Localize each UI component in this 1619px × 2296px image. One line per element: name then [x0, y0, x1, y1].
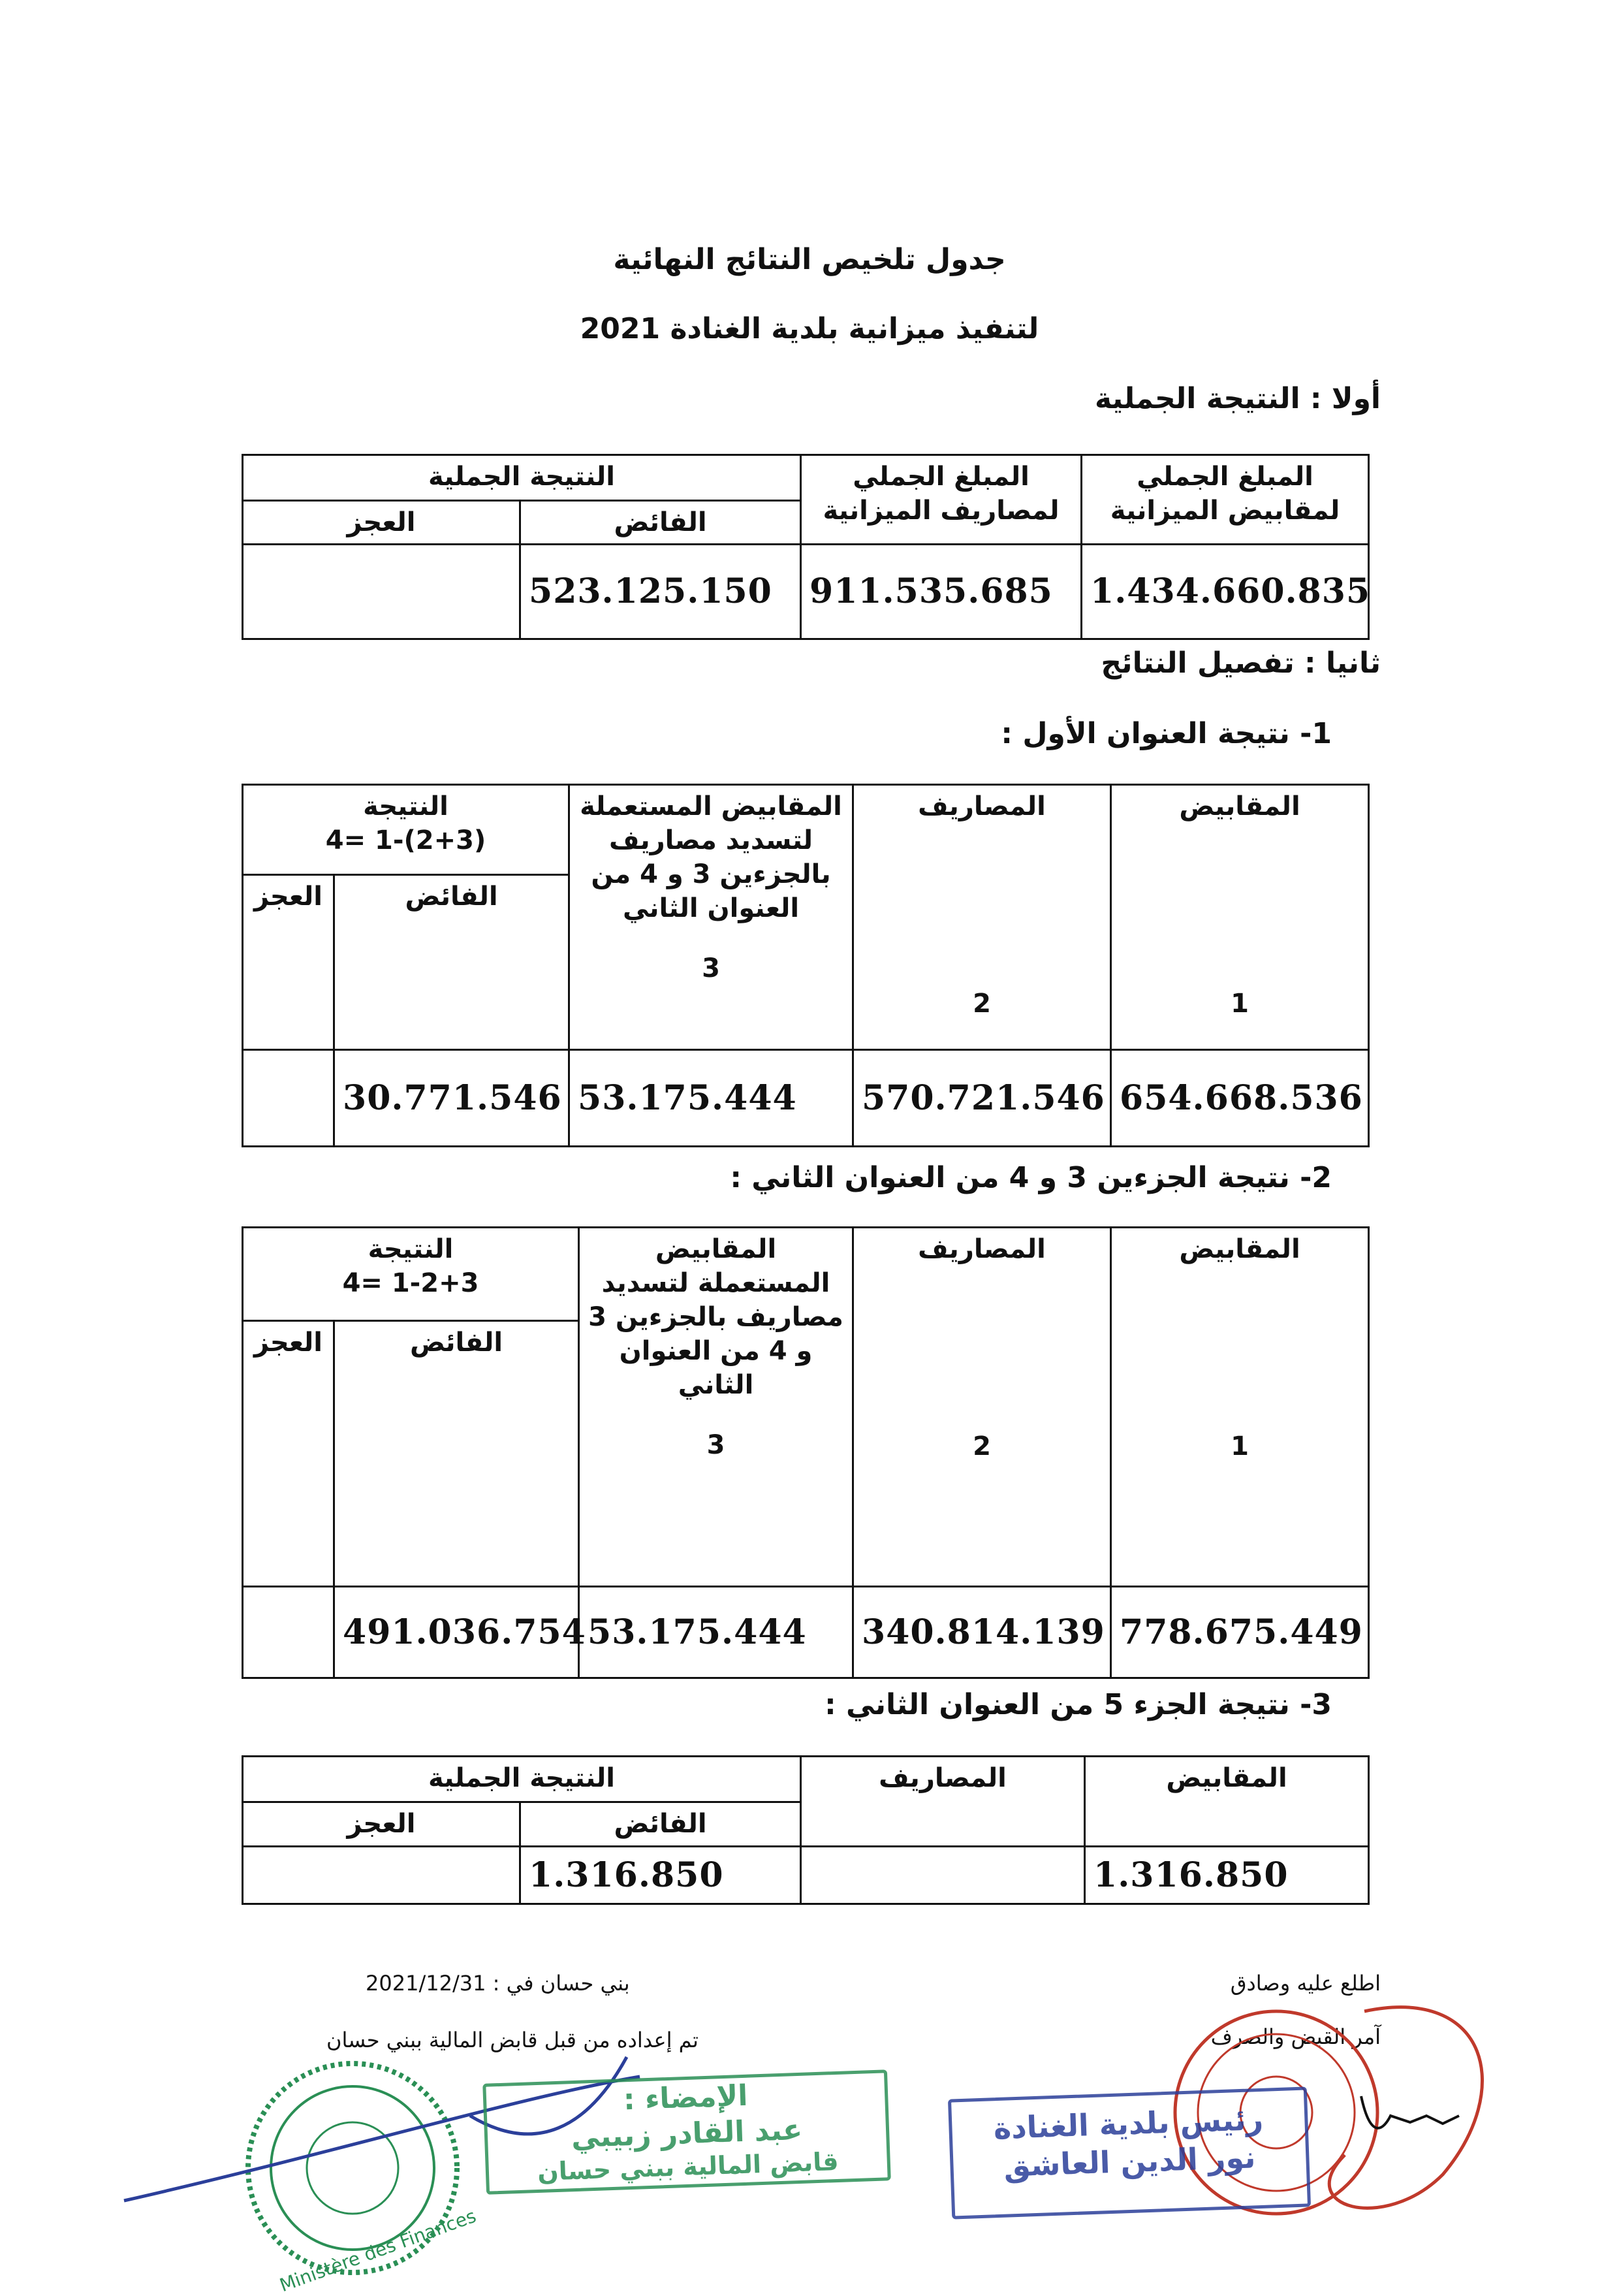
p3-header-receipts: المقابيض: [1085, 1757, 1369, 1847]
p1-col-number-2: 2: [973, 989, 991, 1019]
mayor-stamp-line2: نور الدين العاشق: [1003, 2139, 1257, 2184]
p1-result-formula: 4= 1-(2+3): [325, 825, 486, 855]
p2-header-surplus: الفائض: [334, 1321, 579, 1587]
p1-value-surplus: 30.771.546: [334, 1050, 569, 1147]
p1-col-number-3: 3: [702, 953, 720, 983]
approval-text: اطلع عليه وصادق: [1230, 1971, 1381, 1996]
p2-col-number-2: 2: [973, 1431, 991, 1461]
document-subtitle: لتنفيذ ميزانية بلدية الغنادة 2021: [580, 312, 1039, 345]
p3-header-surplus: الفائض: [520, 1802, 801, 1847]
p1-used-label: المقابيض المستعملة لتسديد مصاريف بالجزءين 3 و 4 من العنوان الثاني: [580, 791, 842, 923]
p1-value-expenses: 570.721.546: [853, 1050, 1111, 1147]
value-surplus: 523.125.150: [520, 545, 801, 639]
p2-receipts-label: المقابيض: [1179, 1234, 1300, 1264]
part3-heading: 3- نتيجة الجزء 5 من العنوان الثاني :: [825, 1688, 1332, 1721]
place-date-text: بني حسان في : 2021/12/31: [366, 1971, 630, 1996]
p2-expenses-label: المصاريف: [918, 1234, 1046, 1264]
p2-result-formula: 4= 1-2+3: [342, 1268, 479, 1298]
treasurer-stamp-line3: قابض المالية ببني حسان: [537, 2146, 840, 2187]
section1-heading: أولا : النتيجة الجملية: [1094, 382, 1381, 415]
p2-value-receipts: 778.675.449: [1111, 1587, 1369, 1678]
p2-value-expenses: 340.814.139: [853, 1587, 1111, 1678]
p1-expenses-label: المصاريف: [918, 791, 1046, 821]
treasurer-stamp: [482, 2069, 891, 2195]
prepared-by-text: تم إعداده من قبل قابض المالية ببني حسان: [326, 2028, 699, 2052]
p1-header-deficit: العجز: [243, 875, 334, 1050]
p2-col-number-3: 3: [706, 1430, 725, 1460]
p3-value-surplus: 1.316.850: [520, 1847, 801, 1904]
section2-heading: ثانيا : تفصيل النتائج: [1101, 646, 1381, 680]
p1-result-label: النتيجة: [363, 791, 448, 821]
p1-col-number-1: 1: [1231, 989, 1249, 1019]
p1-header-surplus: الفائض: [334, 875, 569, 1050]
p2-used-label: المقابيض المستعملة لتسديد مصاريف بالجزءين 3 و 4 من العنوان الثاني: [588, 1234, 843, 1400]
part1-heading: 1- نتيجة العنوان الأول :: [1001, 717, 1332, 750]
part2-heading: 2- نتيجة الجزءين 3 و 4 من العنوان الثاني :: [730, 1161, 1332, 1194]
document-title: جدول تلخيص النتائج النهائية: [613, 243, 1006, 276]
p1-receipts-label: المقابيض: [1179, 791, 1300, 821]
p1-value-receipts: 654.668.536: [1111, 1050, 1369, 1147]
header-overall-result: النتيجة الجملية: [243, 455, 801, 501]
value-receipts: 1.434.660.835: [1082, 545, 1369, 639]
p3-value-receipts: 1.316.850: [1085, 1847, 1369, 1904]
treasurer-stamp-line2: عبد القادر زبيبي: [571, 2113, 803, 2155]
p1-value-used: 53.175.444: [569, 1050, 853, 1147]
p2-header-deficit: العجز: [243, 1321, 334, 1587]
round-stamp-caption: Ministère des Finances: [276, 2205, 479, 2296]
p2-value-used: 53.175.444: [579, 1587, 853, 1678]
header-budget-expenses: المبلغ الجملي لمصاريف الميزانية: [801, 455, 1082, 545]
treasurer-stamp-line1: الإمضاء :: [623, 2079, 749, 2117]
p3-header-deficit: العجز: [243, 1802, 520, 1847]
p2-value-surplus: 491.036.754: [334, 1587, 579, 1678]
p3-header-expenses: المصاريف: [801, 1757, 1085, 1847]
value-expenses: 911.535.685: [801, 545, 1082, 639]
mayor-stamp-line1: رئيس بلدية الغنادة: [993, 2101, 1264, 2146]
p2-col-number-1: 1: [1231, 1431, 1249, 1461]
header-surplus: الفائض: [520, 501, 801, 545]
mayor-stamp: [948, 2086, 1311, 2219]
p3-header-result: النتيجة الجملية: [243, 1757, 801, 1802]
p2-result-label: النتيجة: [368, 1234, 454, 1264]
header-deficit: العجز: [243, 501, 520, 545]
header-budget-receipts: المبلغ الجملي لمقابيض الميزانية: [1082, 455, 1369, 545]
authority-text: آمر القبض والصرف: [1210, 2024, 1381, 2049]
